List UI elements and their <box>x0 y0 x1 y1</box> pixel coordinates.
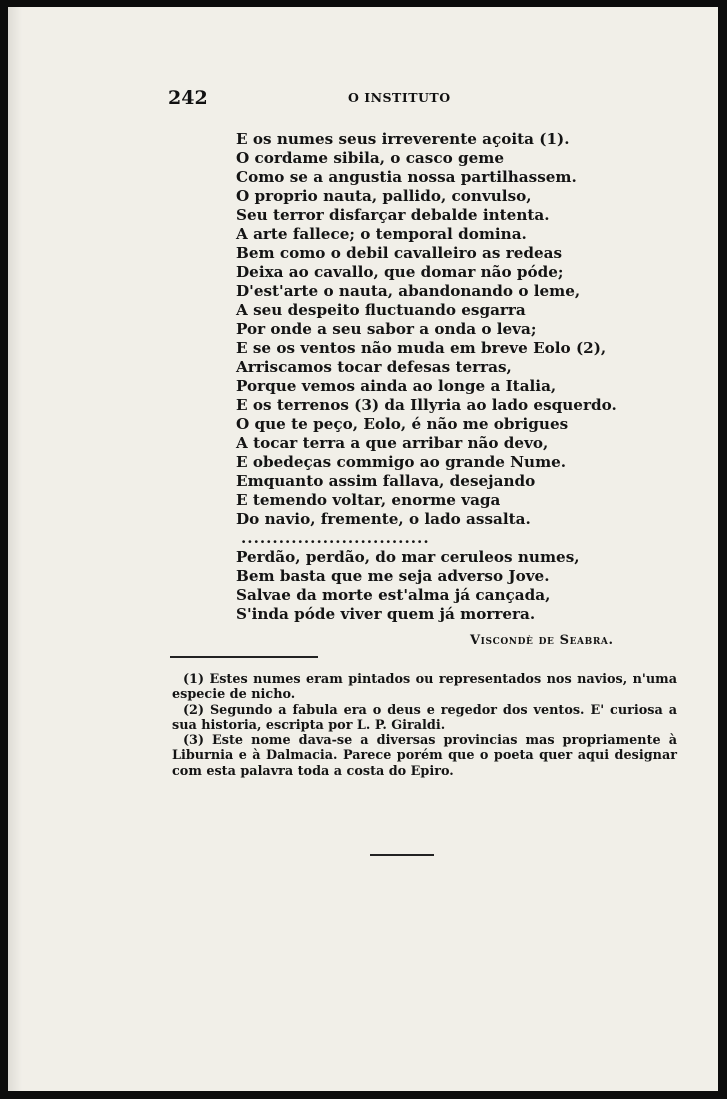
poem-line: O cordame sibila, o casco geme <box>236 149 505 167</box>
poem-line: Como se a angustia nossa partilhassem. <box>236 168 577 186</box>
poem-line: Do navio, fremente, o lado assalta. <box>236 510 531 528</box>
poem-line: Seu terror disfarçar debalde intenta. <box>236 206 550 224</box>
poem <box>236 130 696 624</box>
poem-line: Arriscamos tocar defesas terras, <box>236 358 512 376</box>
poem-line: E obedeças commigo ao grande Nume. <box>236 453 567 471</box>
poem-line: A arte fallece; o temporal domina. <box>236 225 527 243</box>
poem-line: O que te peço, Eolo, é não me obrigues <box>236 415 569 433</box>
poem-line: A seu despeito fluctuando esgarra <box>236 301 526 319</box>
poem-line: Porque vemos ainda ao longe a Italia, <box>236 377 557 395</box>
author-signature: Viscondè de Seabra. <box>470 633 614 648</box>
footnote: (3) Este nome dava-se a diversas provincias mas propriamente à Liburnia e à Dalmacia. Parece porém que o poeta quer aqui designar com esta palavra toda a costa do Epiro. <box>172 733 677 779</box>
poem-line: E os numes seus irreverente açoita (1). <box>236 130 570 148</box>
poem-final-line: Salvae da morte est'alma já cançada, <box>236 586 551 604</box>
poem-line: E se os ventos não muda em breve Eolo (2), <box>236 339 607 357</box>
poem-line: Deixa ao cavallo, que domar não póde; <box>236 263 564 281</box>
page-header <box>8 87 718 107</box>
end-rule <box>370 854 434 856</box>
poem-ellipsis: .............................. <box>241 529 430 547</box>
book-page <box>8 7 718 1091</box>
poem-line: Por onde a seu sabor a onda o leva; <box>236 320 537 338</box>
poem-line: E temendo voltar, enorme vaga <box>236 491 501 509</box>
poem-final-line: S'inda póde viver quem já morrera. <box>236 605 536 623</box>
poem-line: E os terrenos (3) da Illyria ao lado esquerdo. <box>236 396 617 414</box>
page-edge-shadow <box>8 7 22 1091</box>
poem-line: A tocar terra a que arribar não devo, <box>236 434 549 452</box>
running-head: O INSTITUTO <box>348 90 451 105</box>
footnote: (1) Estes numes eram pintados ou representados nos navios, n'uma especie de nicho. <box>172 672 677 703</box>
poem-line: Bem como o debil cavalleiro as redeas <box>236 244 563 262</box>
poem-final-line: Perdão, perdão, do mar ceruleos numes, <box>236 548 580 566</box>
poem-final-line: Bem basta que me seja adverso Jove. <box>236 567 550 585</box>
poem-line: Emquanto assim fallava, desejando <box>236 472 536 490</box>
footnote-divider <box>170 656 318 658</box>
page-number: 242 <box>168 87 208 109</box>
poem-line: O proprio nauta, pallido, convulso, <box>236 187 532 205</box>
footnote: (2) Segundo a fabula era o deus e regedor dos ventos. E' curiosa a sua historia, escripta por L. P. Giraldi. <box>172 702 677 733</box>
poem-line: D'est'arte o nauta, abandonando o leme, <box>236 282 581 300</box>
footnotes <box>172 672 677 779</box>
